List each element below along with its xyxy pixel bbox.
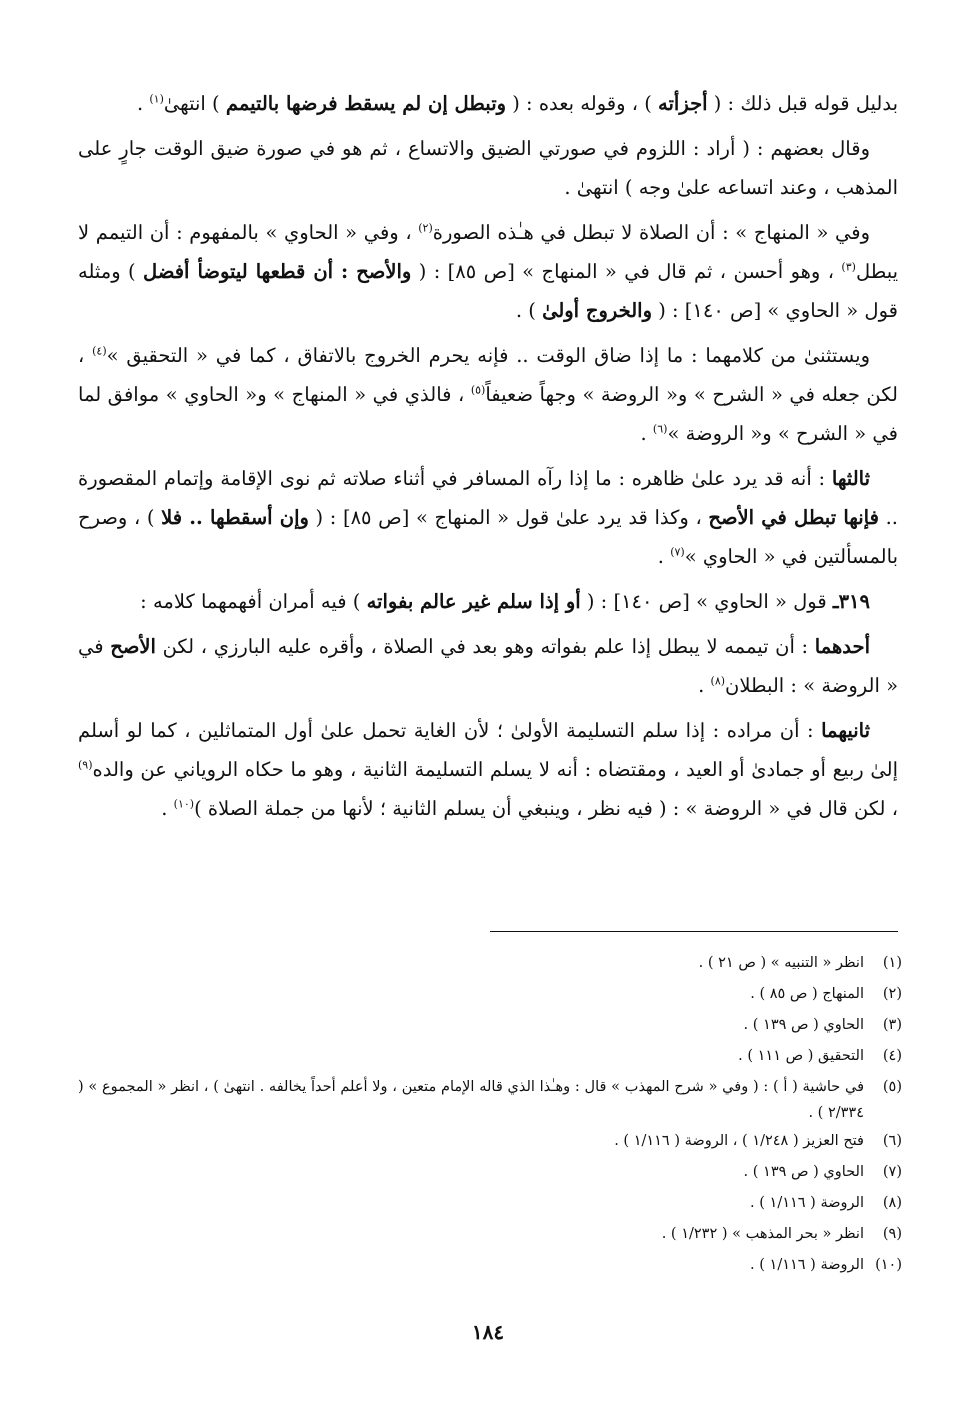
text-run: ، وفي « الحاوي » بالمفهوم : أن التيمم لا يبطل: [78, 221, 899, 283]
footnote: [78, 948, 902, 979]
text-run: .: [657, 545, 671, 568]
text-run: .: [136, 92, 150, 115]
footnote-ref: (٦): [652, 422, 668, 436]
paragraph: [78, 213, 898, 330]
footnote: [78, 1041, 902, 1072]
text-run: بدليل قوله قبل ذلك : (: [707, 92, 898, 115]
footnote-ref: (١٠): [173, 797, 195, 811]
footnote-divider: [490, 931, 898, 932]
text-run: وقال بعضهم : ( أراد : اللزوم في صورتي الضيق والاتساع ، ثم هو في صورة ضيق الوقت جارٍ على المذهب ، وعند اتساعه علىٰ وجه ) انتهىٰ .: [78, 137, 898, 199]
footnote: [78, 979, 902, 1010]
text-run: ) .: [515, 299, 543, 322]
footnote-number: (٩): [882, 1226, 902, 1242]
text-run: ، فالذي في « المنهاج » و« الحاوي » موافق لما في « الشرح » و« الروضة »: [78, 383, 898, 445]
footnote-ref: (٧): [670, 545, 685, 559]
text-run: .: [640, 422, 653, 445]
footnote-ref: (٥): [470, 383, 486, 397]
footnote-text: فتح العزيز ( ١/٢٤٨ ) ، الروضة ( ١/١١٦ ) .: [614, 1133, 864, 1149]
footnote-text: انظر « بحر المذهب » ( ١/٢٣٢ ) .: [661, 1226, 864, 1242]
footnote-text: في حاشية ( أ ) : ( وفي « شرح المهذب » قال : وهـٰذا الذي قاله الإمام متعين ، ولا أعلم أحداً يخالفه . انتهىٰ ) ، انظر « المجموع » ( ٢/٣٣٤ ) .: [78, 1079, 864, 1121]
paragraph: [78, 129, 898, 207]
paragraph: [78, 336, 898, 453]
text-run: في « الروضة » : البطلان: [78, 635, 898, 697]
main-text: [78, 84, 898, 828]
bold-text: وتبطل إن لم يسقط فرضها بالتيمم: [225, 92, 507, 115]
text-run: : أن مراده : إذا سلم التسليمة الأولىٰ ؛ لأن الغاية تحمل علىٰ أول المتماثلين ، كما لو أسلم إلىٰ ربيع أو جمادىٰ أو العيد ، ومقتضاه : أنه لا يسلم التسليمة الثانية ، وهو ما حكاه الروياني عن والده: [78, 719, 898, 781]
text-run: قول « الحاوي » [ص ١٤٠] : (: [580, 590, 833, 613]
bold-text: وإن أسقطها .. فلا: [161, 506, 309, 529]
text-run: : أن تيممه لا يبطل إذا علم بفواته وهو بعد في الصلاة ، وأقره عليه البارزي ، لكن: [155, 635, 815, 658]
text-run: ، وكذا قد يرد علىٰ قول « المنهاج » [ص ٨٥] : (: [308, 506, 709, 529]
footnote: [78, 1250, 902, 1281]
footnotes: [78, 948, 902, 1281]
text-run: .: [161, 797, 174, 820]
text-run: ) انتهىٰ: [163, 92, 226, 115]
footnote-ref: (٢): [418, 221, 433, 235]
footnote: [78, 1188, 902, 1219]
text-run: ويستثنىٰ من كلامهما : ما إذا ضاق الوقت .. فإنه يحرم الخروج بالاتفاق ، كما في « التحقيق »: [106, 344, 870, 367]
text-run: ) ، وقوله بعده : (: [506, 92, 659, 115]
paragraph: [78, 84, 898, 123]
text-run: ، وهو أحسن ، ثم قال في « المنهاج » [ص ٨٥] : (: [411, 260, 842, 283]
paragraph: [78, 582, 898, 621]
bold-text: أو إذا سلم غير عالم بفواته: [366, 590, 581, 613]
footnote: [78, 1072, 902, 1126]
bold-text: أحدهما: [814, 635, 870, 658]
footnote-ref: (٨): [710, 674, 726, 688]
text-run: ) ، وصرح بالمسألتين في « الحاوي »: [78, 506, 898, 568]
bold-text: الأصح: [110, 635, 156, 658]
bold-text: ٣١٩ـ: [832, 590, 870, 613]
bold-text: فإنها تبطل في الأصح: [708, 506, 879, 529]
footnote-number: (٥): [882, 1079, 902, 1095]
footnote: [78, 1126, 902, 1157]
paragraph: [78, 627, 898, 705]
footnote-number: (٢): [882, 986, 902, 1002]
footnote-number: (١): [882, 955, 902, 971]
bold-text: ثانيهما: [821, 719, 870, 742]
footnote-number: (٨): [882, 1195, 902, 1211]
text-run: : أنه قد يرد علىٰ ظاهره : ما إذا رآه المسافر في أثناء صلاته ثم نوى الإقامة وإتمام المقصورة ..: [78, 467, 898, 529]
text-run: وفي « المنهاج » : أن الصلاة لا تبطل في هـٰذه الصورة: [432, 221, 870, 244]
footnote-text: الروضة ( ١/١١٦ ) .: [750, 1257, 864, 1273]
footnote-text: انظر « التنبيه » ( ص ٢١ ) .: [698, 955, 864, 971]
text-run: ) ومثله قول « الحاوي » [ص ١٤٠] : (: [78, 260, 898, 322]
footnote-number: (٧): [882, 1164, 902, 1180]
footnote-text: الروضة ( ١/١١٦ ) .: [750, 1195, 864, 1211]
page-number: ١٨٤: [471, 1320, 505, 1344]
footnote-number: (٣): [882, 1017, 902, 1033]
text-run: ، لكن جعله في « الشرح » و« الروضة » وجهاً ضعيفاً: [78, 344, 898, 406]
footnote-text: الحاوي ( ص ١٣٩ ) .: [743, 1164, 864, 1180]
footnote-ref: (١): [149, 92, 164, 106]
footnote: [78, 1157, 902, 1188]
footnote-ref: (٤): [92, 344, 107, 358]
bold-text: ثالثها: [831, 467, 870, 490]
footnote-ref: (٣): [841, 260, 856, 274]
footnote-number: (٤): [882, 1048, 902, 1064]
text-run: ، لكن قال في « الروضة » : ( فيه نظر ، وينبغي أن يسلم الثانية ؛ لأنها من جملة الصلاة ): [194, 797, 898, 820]
footnote-text: المنهاج ( ص ٨٥ ) .: [750, 986, 864, 1002]
bold-text: والخروج أولىٰ: [542, 299, 653, 322]
footnote-text: الحاوي ( ص ١٣٩ ) .: [743, 1017, 864, 1033]
footnote-number: (١٠): [875, 1257, 902, 1273]
footnote-ref: (٩): [78, 758, 93, 772]
bold-text: والأصح : أن قطعها ليتوضأ أفضل: [143, 260, 412, 283]
footnote-number: (٦): [882, 1133, 902, 1149]
text-run: ) فيه أمران أفهمهما كلامه :: [140, 590, 367, 613]
bold-text: أجزأته: [658, 92, 708, 115]
footnote-text: التحقيق ( ص ١١١ ) .: [738, 1048, 864, 1064]
paragraph: [78, 711, 898, 828]
paragraph: [78, 459, 898, 576]
text-run: .: [698, 674, 711, 697]
footnote: [78, 1219, 902, 1250]
footnote: [78, 1010, 902, 1041]
